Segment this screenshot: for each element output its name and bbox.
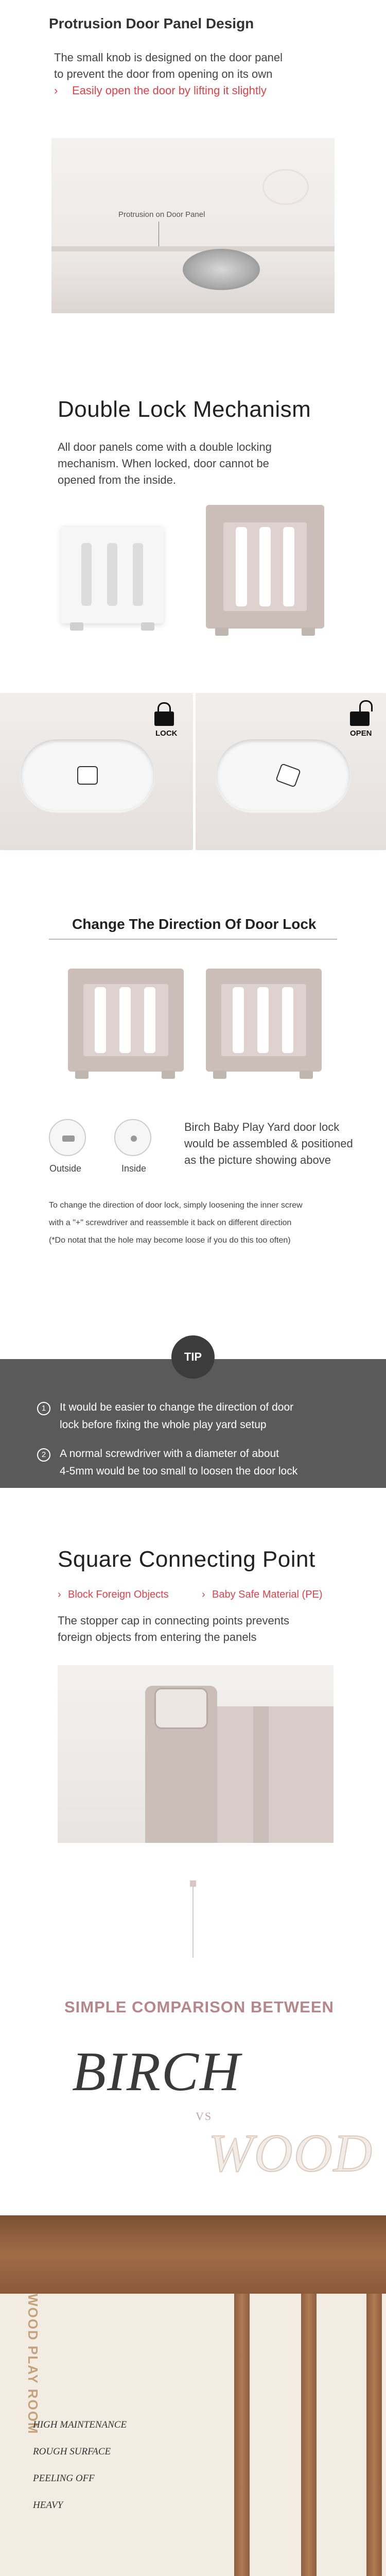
adjacent-panel xyxy=(217,1706,334,1843)
direction-title: Change The Direction Of Door Lock xyxy=(72,916,317,932)
lock-body xyxy=(154,711,174,726)
wood-word: WOOD xyxy=(208,2124,373,2183)
tag2-chevron-icon: › xyxy=(202,1589,205,1600)
outside-lock-icon xyxy=(49,1119,86,1156)
tip2-line2: 4-5mm would be too small to loosen the door lock xyxy=(60,1465,298,1477)
white-fence-panel xyxy=(61,526,164,623)
tip1-line2: lock before fixing the whole play yard setup xyxy=(60,1419,267,1431)
latch xyxy=(77,766,98,785)
tip1-line1: It would be easier to change the direction of door xyxy=(60,1401,294,1413)
lock-slot xyxy=(21,739,154,811)
tag-block-foreign: Block Foreign Objects xyxy=(68,1589,169,1600)
direction-section xyxy=(0,850,386,1309)
direction-desc2: would be assembled & positioned xyxy=(184,1137,353,1150)
double-lock-line2: mechanism. When locked, door cannot be xyxy=(58,457,269,470)
panel-groove xyxy=(253,1706,269,1843)
direction-desc3: as the picture showing above xyxy=(184,1154,331,1166)
direction-note1: To change the direction of door lock, simply loosening the inner screw xyxy=(49,1201,303,1210)
bear-emblem-icon xyxy=(262,169,309,205)
open-slot xyxy=(216,739,350,811)
wood-section xyxy=(0,2215,386,2576)
open-label: OPEN xyxy=(350,729,372,738)
tip-number-1: 1 xyxy=(37,1402,50,1415)
protrusion-section xyxy=(0,0,386,319)
latch-open xyxy=(275,763,301,788)
tip-badge: TIP xyxy=(171,1335,215,1379)
connector-line xyxy=(192,1883,194,1958)
protrusion-title: Protrusion Door Panel Design xyxy=(49,15,254,31)
door-panel-left xyxy=(68,969,184,1072)
comparison-section xyxy=(0,1968,386,2215)
connecting-point-photo xyxy=(58,1665,334,1843)
unlock-icon xyxy=(359,700,373,711)
wood-top-rail xyxy=(0,2215,386,2294)
wood-post-2 xyxy=(301,2294,317,2576)
chevron-right-icon: › xyxy=(54,84,58,97)
connecting-line2: foreign objects from entering the panels xyxy=(58,1631,257,1643)
wood-item-1: HIGH MAINTENANCE xyxy=(33,2419,127,2430)
tag1-chevron-icon: › xyxy=(58,1589,61,1600)
wood-item-4: HEAVY xyxy=(33,2500,63,2511)
direction-note2: with a "+" screwdriver and reassemble it back on different direction xyxy=(49,1218,292,1227)
protrusion-line2: to prevent the door from opening on its own xyxy=(54,67,273,80)
wood-item-3: PEELING OFF xyxy=(33,2473,95,2484)
inside-label: Inside xyxy=(121,1163,147,1174)
panel-edge xyxy=(51,246,335,251)
lock-closeup-photo xyxy=(0,693,193,850)
connector-dot xyxy=(190,1880,196,1887)
protrusion-photo xyxy=(51,138,335,313)
protrusion-knob xyxy=(183,249,260,290)
unlock-body xyxy=(350,711,370,726)
door-panel-right xyxy=(206,969,322,1072)
tip-number-2: 2 xyxy=(37,1448,50,1462)
tip2-line1: A normal screwdriver with a diameter of about xyxy=(60,1448,279,1460)
connecting-section xyxy=(0,1504,386,1968)
protrusion-line1: The small knob is designed on the door panel xyxy=(54,51,283,64)
open-closeup-photo xyxy=(196,693,386,850)
connecting-line1: The stopper cap in connecting points prevents xyxy=(58,1614,290,1627)
tag-baby-safe: Baby Safe Material (PE) xyxy=(212,1589,323,1600)
double-lock-line1: All door panels come with a double locking xyxy=(58,440,272,453)
taupe-door-panel xyxy=(206,505,324,629)
wood-vertical-label: WOOD PLAY ROOM xyxy=(25,2294,41,2435)
wood-post-1 xyxy=(234,2294,250,2576)
outside-label: Outside xyxy=(49,1163,82,1174)
inside-lock-icon xyxy=(114,1119,151,1156)
direction-desc1: Birch Baby Play Yard door lock xyxy=(184,1121,340,1133)
double-lock-line3: opened from the inside. xyxy=(58,473,176,486)
double-lock-title: Double Lock Mechanism xyxy=(58,397,311,422)
wood-post-3 xyxy=(366,2294,382,2576)
connecting-title: Square Connecting Point xyxy=(58,1547,315,1572)
comparison-heading: SIMPLE COMPARISON BETWEEN xyxy=(64,1998,334,2016)
vs-small: VS xyxy=(196,2110,213,2123)
direction-note3: (*Do notat that the hole may become loose if you do this too often) xyxy=(49,1236,291,1245)
tip-section xyxy=(0,1309,386,1504)
lock-label: LOCK xyxy=(155,729,178,738)
protrusion-highlight: Easily open the door by lifting it slightly xyxy=(72,84,267,97)
birch-word: BIRCH xyxy=(72,2041,241,2103)
stopper-cap xyxy=(154,1688,208,1729)
direction-title-underline xyxy=(49,939,337,940)
double-lock-section xyxy=(0,319,386,850)
wood-item-2: ROUGH SURFACE xyxy=(33,2446,111,2457)
protrusion-photo-label: Protrusion on Door Panel xyxy=(118,210,205,219)
